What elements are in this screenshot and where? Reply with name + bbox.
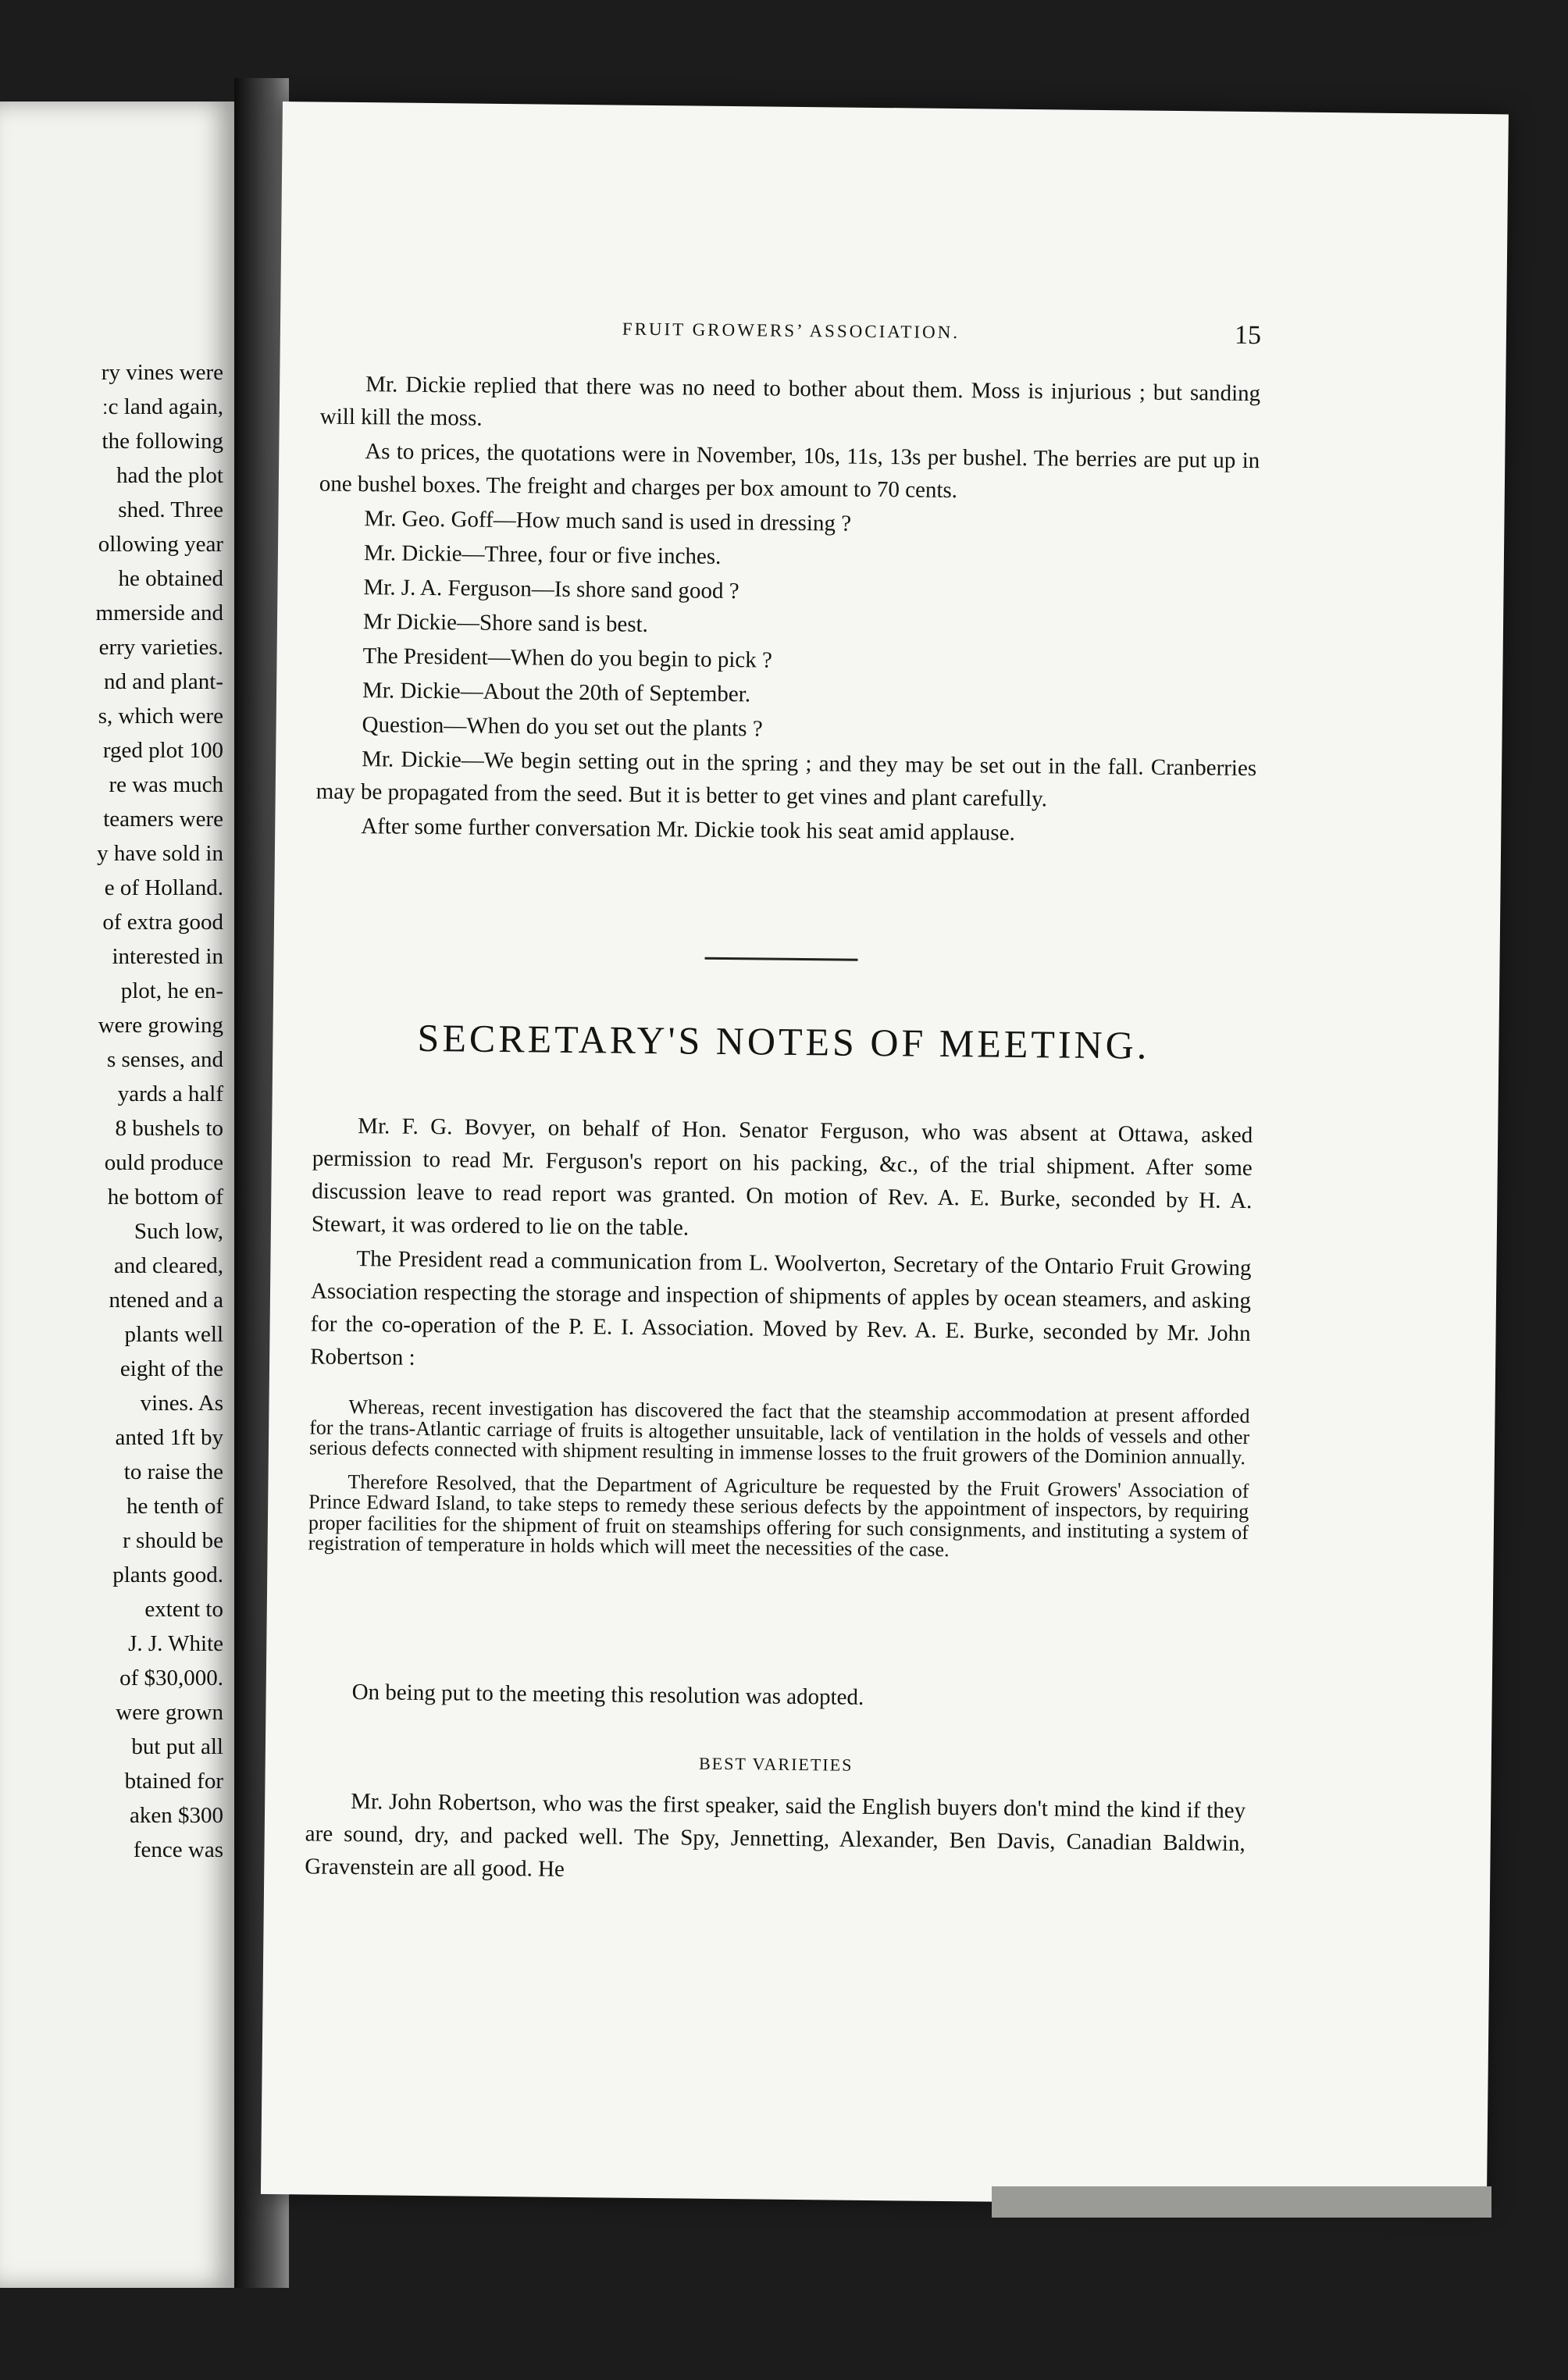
left-page-line: vines. As xyxy=(140,1391,223,1416)
left-page-line: mmerside and xyxy=(95,600,223,625)
resolution-block xyxy=(308,1396,1249,1576)
adoption-note xyxy=(306,1675,1246,1719)
left-page-line: to raise the xyxy=(123,1459,223,1484)
left-page-line: interested in xyxy=(112,944,223,969)
paragraph: Mr. J. A. Ferguson—Is shore sand good ? xyxy=(363,575,739,604)
left-page-line: of $30,000. xyxy=(119,1666,223,1691)
left-page-line: teamers were xyxy=(103,807,223,832)
paragraph: The President read a communication from L. Woolverton, Secretary of the Ontario Fruit Growing Association respecting the storage and inspection of shipments of apples by ocean steamers, and asking for the co-operation of the P. E. I. Association. Moved by Rev. A. E. Burke, seconded by Mr. John Robertson : xyxy=(310,1246,1252,1370)
paragraph: Mr. John Robertson, who was the first speaker, said the English buyers don't mind the kind if they are sound, dry, and packed well. The Spy, Jennetting, Alexander, Ben Davis, Canadian Baldwin, Gravenstein are all good. He xyxy=(305,1789,1246,1882)
right-page xyxy=(261,102,1509,2207)
paragraph: On being put to the meeting this resolution was adopted. xyxy=(351,1680,864,1710)
paragraph: Mr. Dickie—We begin setting out in the spring ; and they may be set out in the fall. Cranberries may be propagated from the seed. But it is better to get vines and plant carefully. xyxy=(315,746,1257,812)
left-page-line: extent to xyxy=(144,1597,223,1622)
left-page-line: he bottom of xyxy=(107,1185,223,1210)
section-divider xyxy=(705,957,858,961)
resolution-paragraph: Therefore Resolved, that the Department of Agriculture be requested by the Fruit Growers' Association of Prince Edward Island, to take steps to remedy these serious defects by the appointment of inspectors, by requiring proper facilities for the shipment of fruit on steamships offering for such consignments, and instituting a system of registration of temperature in holds which will meet the necessities of the case. xyxy=(308,1470,1249,1562)
left-page-line: btained for xyxy=(124,1769,223,1794)
paragraph: Mr Dickie—Shore sand is best. xyxy=(362,609,649,637)
left-page-line: s, which were xyxy=(98,704,223,729)
left-page-line: ntened and a xyxy=(109,1288,223,1313)
left-page-line: yards a half xyxy=(117,1081,223,1106)
secretary-notes xyxy=(310,1109,1253,1384)
left-page-line: Such low, xyxy=(134,1219,223,1244)
paragraph: Mr. Dickie—Three, four or five inches. xyxy=(363,540,722,569)
sub-heading: BEST VARIETIES xyxy=(698,1753,853,1775)
left-page-line: shed. Three xyxy=(118,497,223,522)
left-page-line: fence was xyxy=(133,1837,223,1862)
left-page-line: plants good. xyxy=(112,1562,223,1587)
left-page-line: anted 1ft by xyxy=(115,1425,223,1450)
running-title: FRUIT GROWERS’ ASSOCIATION. xyxy=(622,319,960,343)
left-page-line: erry varieties. xyxy=(98,635,223,660)
left-page-line: s senses, and xyxy=(106,1047,223,1072)
page-bottom-edge xyxy=(992,2186,1491,2218)
left-page-line: nd and plant- xyxy=(103,669,223,694)
left-page-line: e of Holland. xyxy=(104,875,223,900)
left-page-line: had the plot xyxy=(116,463,223,488)
left-page-line: of extra good xyxy=(102,910,223,935)
section-title: SECRETARY'S NOTES OF MEETING. xyxy=(417,1015,1150,1067)
running-header xyxy=(321,312,1261,361)
paragraph: Mr. Dickie—About the 20th of September. xyxy=(362,678,751,707)
paragraph: Question—When do you set out the plants ? xyxy=(362,712,763,742)
left-page-line: plants well xyxy=(124,1322,223,1347)
left-page-line: rged plot 100 xyxy=(102,738,223,763)
left-page-line: y have sold in xyxy=(97,841,223,866)
left-page-line: ːc land again, xyxy=(102,394,223,419)
left-page-line: ollowing year xyxy=(98,532,223,557)
resolution-paragraph: Whereas, recent investigation has discovered the fact that the steamship accommodation at present afforded for the trans-Atlantic carriage of fruits is altogether unsuitable, lack of ventilation in the holds of vessels and other serious defects connected with shipment resulting in immense losses to the fruit growers of the Dominion annually. xyxy=(308,1395,1250,1470)
best-varieties-section xyxy=(305,1784,1245,1894)
left-page-line: and cleared, xyxy=(113,1253,223,1278)
left-page-line: were growing xyxy=(98,1013,223,1038)
paragraph: The President—When do you begin to pick ? xyxy=(362,643,773,673)
left-page-line: the following xyxy=(102,429,223,454)
paragraph: After some further conversation Mr. Dickie took his seat amid applause. xyxy=(361,814,1015,846)
left-page-line: ry vines were xyxy=(101,360,223,385)
left-page-line: were grown xyxy=(116,1700,223,1725)
page-number: 15 xyxy=(1234,320,1262,351)
left-page-line: plot, he en- xyxy=(120,978,223,1003)
discussion-section xyxy=(315,368,1260,854)
paragraph: Mr. Dickie replied that there was no need to bother about them. Moss is injurious ; but sanding will kill the moss. xyxy=(319,372,1261,431)
left-page-line: 8 bushels to xyxy=(115,1116,223,1141)
left-page xyxy=(0,102,234,2288)
left-page-line: aken $300 xyxy=(130,1803,223,1828)
paragraph: As to prices, the quotations were in November, 10s, 11s, 13s per bushel. The berries are put up in one bushel boxes. The freight and charges per box amount to 70 cents. xyxy=(319,439,1260,504)
left-page-line: he obtained xyxy=(118,566,223,591)
paragraph: Mr. F. G. Bovyer, on behalf of Hon. Senator Ferguson, who was absent at Ottawa, asked permission to read Mr. Ferguson's report on his packing, &c., of the trial shipment. After some discussion leave to read report was granted. On motion of Rev. A. E. Burke, seconded by H. A. Stewart, it was ordered to lie on the table. xyxy=(311,1113,1253,1241)
left-page-line: eight of the xyxy=(119,1356,223,1381)
left-page-line: J. J. White xyxy=(128,1631,223,1656)
left-page-line: r should be xyxy=(123,1528,223,1553)
left-page-line: re was much xyxy=(109,772,223,797)
paragraph: Mr. Geo. Goff—How much sand is used in dressing ? xyxy=(364,506,852,536)
left-page-line: but put all xyxy=(131,1734,223,1759)
left-page-line: ould produce xyxy=(104,1150,223,1175)
page-content xyxy=(305,102,1263,1882)
left-page-line: he tenth of xyxy=(126,1494,223,1519)
